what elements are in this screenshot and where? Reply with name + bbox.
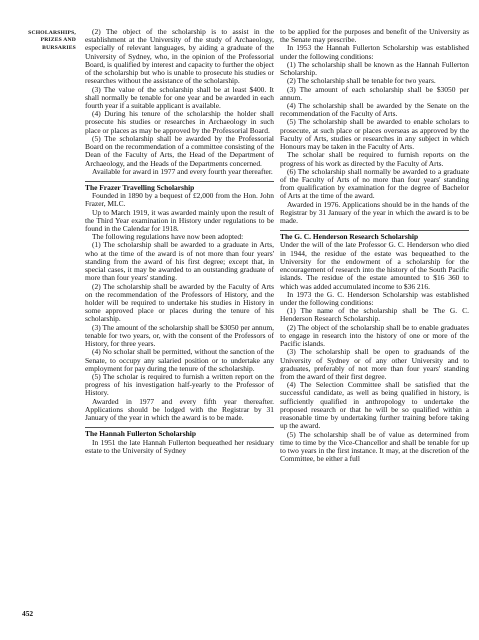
paragraph: (6) The scholarship shall normally be awarded to a graduate of the Faculty of Arts of no more than four years' standing from qualification by examination for the degree of Bachelor of Arts at the time of the award. [280, 166, 469, 201]
paragraph: Up to March 1919, it was awarded mainly upon the result of the Third Year examination in History under regulations to be found in the Calendar for 1918. [85, 207, 274, 234]
section-margin-label [14, 30, 76, 52]
left-column [85, 28, 274, 455]
paragraph: (4) No scholar shall be permitted, without the sanction of the Senate, to occupy any salaried position or to undertake any employment for pay during the tenure of the scholarship. [85, 347, 274, 373]
paragraph: (5) The scholarship shall be of value as determined from time to time by the Vice-Chancellor and shall be tenable for up to two years in the first instance. It may, at the discretion of the Committee, be either a full [280, 429, 469, 464]
paragraph: (2) The scholarship shall be tenable for two years. [287, 76, 436, 86]
paragraph: (1) The scholarship shall be awarded to a graduate in Arts, who at the time of the award is of not more than four years' standing from the award of his first degree; except that, in special cases, it may be awarded to an outstanding graduate of more than four years' standing. [85, 240, 274, 283]
paragraph: (4) The scholarship shall be awarded by the Senate on the recommendation of the Faculty of Arts. [280, 100, 469, 119]
paragraph: Founded in 1890 by a bequest of £2,000 from the Hon. John Frazer, MLC. [85, 191, 274, 209]
paragraph: (4) The Selection Committee shall be satisfied that the successful candidate, as well as being qualified in history, is sufficiently qualified in anthropology to undertake the proposed research or that he will be so qualified within a reasonable time by undertaking further training before taking up the award. [280, 380, 469, 431]
paragraph: (5) The scholar is required to furnish a written report on the progress of his investigation half-yearly to the Professor of History. [85, 371, 274, 398]
paragraph: (2) The object of the scholarship shall be to enable graduates to engage in research into the history of one or more of the Pacific islands. [280, 322, 469, 349]
paragraph: (3) The value of the scholarship shall be at least $400. It shall normally be tenable for one year and be awarded in each fourth year if a suitable applicant is available. [85, 84, 274, 110]
paragraph: (2) The object of the scholarship is to assist in the establishment at the University of the study of Archaeology, especially of relevant languages, by aiding a graduate of the University of Sydney, who, in the opinion of the Professorial Board, is qualified by interest and capacity to further the object of the scholarship but who is unable to prosecute his studies or researches without the assistance of the scholarship. [85, 27, 274, 86]
paragraph: (5) The scholarship shall be awarded by the Professorial Board on the recommendation of a committee consisting of the Dean of the Faculty of Arts, the Head of the Department of Archaeology, and the Heads of the Departments concerned. [85, 133, 274, 168]
section-heading: The Hannah Fullerton Scholarship [85, 427, 274, 438]
paragraph: Available for award in 1977 and every fourth year thereafter. [92, 166, 273, 176]
right-column [280, 28, 469, 463]
paragraph: (1) The scholarship shall be known as the Hannah Fullerton Scholarship. [280, 59, 469, 78]
margin-label-line: SCHOLARSHIPS, [28, 30, 76, 36]
paragraph: Under the will of the late Professor G. C. Henderson who died in 1944, the residue of the estate was bequeathed to the University for the endowment of a scholarship for the encouragement of research into the history of the South Pacific islands. The residue of the estate amounted to $16 360 to which was added accumulated income to $36 216. [280, 240, 469, 291]
paragraph: (3) The amount of the scholarship shall be $3050 per annum, tenable for two years, or, with the consent of the Professors of History, for three years. [85, 322, 274, 349]
page-number: 452 [22, 609, 34, 618]
paragraph: In 1953 the Hannah Fullerton Scholarship was established under the following conditions: [280, 43, 469, 61]
paragraph: (2) The scholarship shall be awarded by the Faculty of Arts on the recommendation of the Professors of History, and the holder will be required to undertake his studies in History in some approved place or places during the tenure of his scholarship. [85, 281, 274, 324]
section-heading: The Frazer Travelling Scholarship [85, 181, 274, 192]
paragraph: (4) During his tenure of the scholarship the holder shall prosecute his studies or researches in Archaeology in such place or places as may be approved by the Professorial Board. [85, 109, 274, 135]
paragraph: (1) The name of the scholarship shall be The G. C. Henderson Research Scholarship. [280, 306, 469, 324]
margin-label-line: BURSARIES [42, 44, 76, 51]
paragraph: In 1973 the G. C. Henderson Scholarship was established under the following conditions: [280, 289, 469, 307]
paragraph: Awarded in 1977 and every fifth year thereafter. Applications should be lodged with the Registrar by 31 January of the year in which the award is to be made. [85, 396, 274, 423]
paragraph: Awarded in 1976. Applications should be in the hands of the Registrar by 31 January of the year in which the award is to be made. [280, 199, 469, 226]
paragraph: (5) The scholarship shall be awarded to enable scholars to prosecute, at such place or places overseas as approved by the Faculty of Arts, studies or researches in any subject in which Honours may be taken in the Faculty of Arts. [280, 117, 469, 152]
paragraph: (3) The scholarship shall be open to graduands of the University of Sydney or of any other University and to graduates, preferably of not more than four years' standing from the award of their first degree. [280, 347, 469, 381]
paragraph: The following regulations have now been adopted: [92, 232, 244, 242]
paragraph: (3) The amount of each scholarship shall be $3050 per annum. [280, 84, 469, 102]
margin-label-line: PRIZES AND [40, 37, 76, 44]
section-heading: The G. C. Henderson Research Scholarship [280, 230, 469, 241]
paragraph: In 1951 the late Hannah Fullerton bequeathed her residuary estate to the University of Sydney [85, 437, 274, 455]
paragraph: The scholar shall be required to furnish reports on the progress of his work as directed by the Faculty of Arts. [280, 150, 469, 168]
paragraph: to be applied for the purposes and benefit of the University as the Senate may prescribe. [280, 27, 469, 45]
